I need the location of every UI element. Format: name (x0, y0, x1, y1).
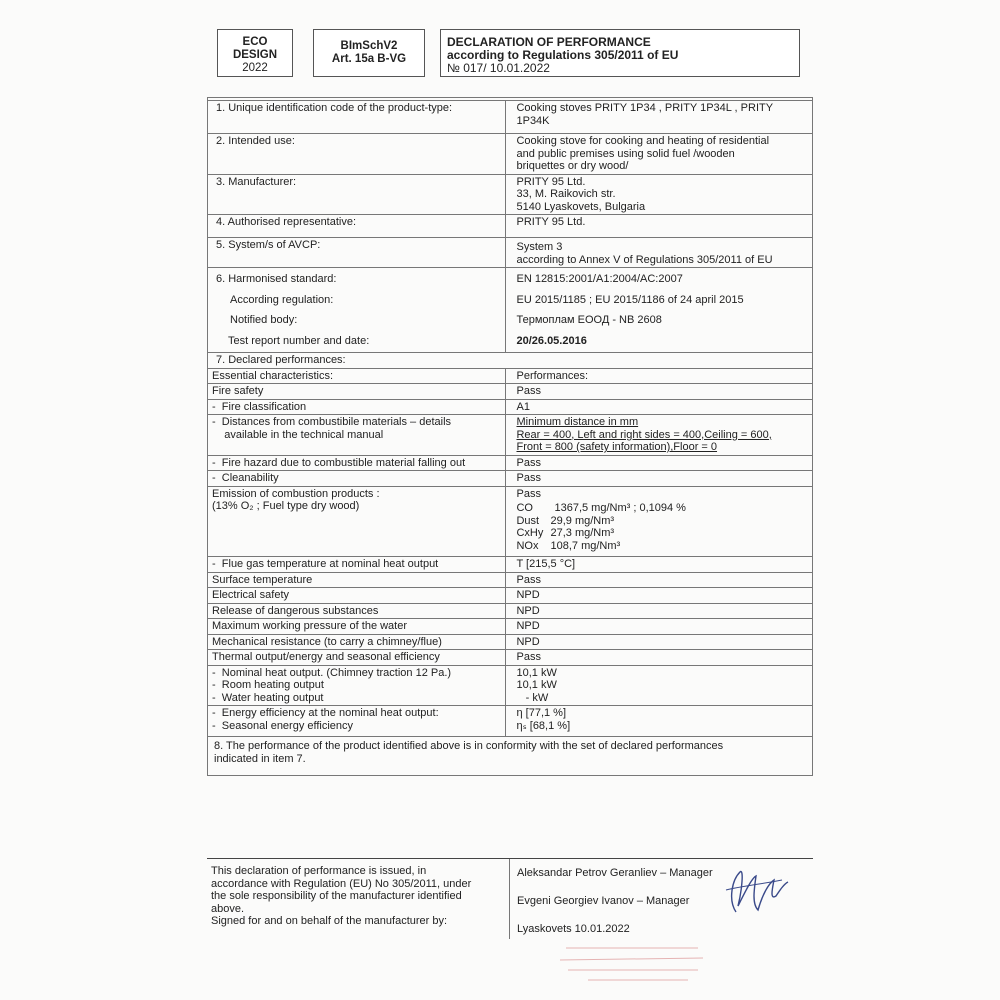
table-row (208, 268, 813, 353)
r6-label4: Test report number and date: (228, 334, 370, 347)
table-row (208, 399, 813, 415)
eco-year: 2022 (242, 62, 268, 74)
eco-design-box (217, 29, 293, 77)
r6-value2: EU 2015/1185 ; EU 2015/1186 of 24 april 2015 (516, 293, 744, 306)
surface-temp: Surface temperature (208, 572, 506, 588)
r7-label: 7. Declared performances: (208, 353, 813, 369)
table-row (208, 603, 813, 619)
cxhy-val: 27,3 mg/Nm³ (550, 527, 615, 539)
r6-label1: 6. Harmonised standard: (216, 273, 337, 285)
blm-line1: BImSchV2 (340, 40, 398, 52)
footer-divider (509, 859, 510, 939)
heat-outputs-val: 10,1 kW 10,1 kW - kW (506, 665, 813, 706)
thermal: Thermal output/energy and seasonal efficiency (208, 650, 506, 666)
r2-label: 2. Intended use: (208, 134, 506, 175)
nox-val: 108,7 mg/Nm³ (550, 539, 621, 552)
fire-hazard: - Fire hazard due to combustible material falling out (208, 455, 506, 471)
table-row (208, 557, 813, 573)
table-row (208, 634, 813, 650)
r6-label2: According regulation: (230, 293, 334, 306)
blm-line2: Art. 15a B-VG (331, 53, 407, 65)
table-row (208, 471, 813, 487)
emission-val: Pass (516, 487, 541, 500)
table-row (208, 368, 813, 384)
flue-gas-val: T [215,5 °C] (506, 557, 813, 573)
co-label: CO (516, 502, 533, 514)
table-row (208, 384, 813, 400)
emission-values (516, 502, 808, 552)
table-row (208, 101, 813, 134)
fire-safety-val: Pass (506, 384, 813, 400)
electrical: Electrical safety (208, 588, 506, 604)
table-row (208, 737, 813, 776)
r1-label: 1. Unique identification code of the product-type: (208, 101, 506, 134)
table-row (208, 174, 813, 215)
footer-statement: This declaration of performance is issued, in accordance with Regulation (EU) No 305/2011, under the sole responsibility of the manufacturer identified above. Signed for and on behalf of the manufacturer by: (211, 865, 472, 927)
declaration-title-box (440, 29, 800, 77)
fire-class: - Fire classification (208, 399, 506, 415)
mechanical-val: NPD (506, 634, 813, 650)
eco-line2: DESIGN (232, 49, 278, 61)
electrical-val: NPD (506, 588, 813, 604)
dop-title: DECLARATION OF PERFORMANCE (447, 35, 651, 49)
performances-label: Performances: (506, 368, 813, 384)
place-date: Lyaskovets 10.01.2022 (517, 923, 630, 935)
thermal-val: Pass (506, 650, 813, 666)
cxhy-label: CxHy (516, 527, 544, 539)
efficiency-val: η [77,1 %] ηₛ [68,1 %] (506, 706, 813, 737)
distances: - Distances from combustibile materials – details available in the technical manual (208, 415, 506, 456)
dust-val: 29,9 mg/Nm³ (550, 514, 615, 527)
efficiency: - Energy efficiency at the nominal heat output: - Seasonal energy efficiency (208, 706, 506, 737)
fire-hazard-val: Pass (506, 455, 813, 471)
table-row (208, 415, 813, 456)
dop-number: № 017/ 10.01.2022 (447, 61, 550, 75)
dop-subtitle: according to Regulations 305/2011 of EU (447, 48, 679, 62)
table-row (208, 353, 813, 369)
distances-val2: Rear = 400, Left and right sides = 400,Ceiling = 600, (516, 428, 772, 441)
r1-value: Cooking stoves PRITY 1P34 , PRITY 1P34L , PRITY 1P34K (506, 101, 813, 134)
fire-class-val: A1 (506, 399, 813, 415)
table-row (208, 572, 813, 588)
mechanical: Mechanical resistance (to carry a chimney/flue) (208, 634, 506, 650)
r5-label: 5. System/s of AVCP: (208, 238, 506, 268)
release-val: NPD (506, 603, 813, 619)
r6-value4: 20/26.05.2016 (516, 334, 587, 347)
surface-temp-val: Pass (506, 572, 813, 588)
table-row (208, 486, 813, 557)
dust-label: Dust (516, 514, 540, 527)
r3-label: 3. Manufacturer: (208, 174, 506, 215)
table-row (208, 238, 813, 268)
table-row (208, 665, 813, 706)
max-pressure: Maximum working pressure of the water (208, 619, 506, 635)
r6-value3: Термоплам ЕООД - NB 2608 (516, 314, 662, 326)
cleanability: - Cleanability (208, 471, 506, 487)
r3-value: PRITY 95 Ltd. 33, M. Raikovich str. 5140 Lyaskovets, Bulgaria (506, 174, 813, 215)
manager1: Aleksandar Petrov Geranliev – Manager (517, 867, 713, 879)
r5-value: System 3 according to Annex V of Regulations 305/2011 of EU (506, 238, 813, 268)
distances-val3: Front = 800 (safety information),Floor = 0 (516, 441, 718, 453)
table-row (208, 134, 813, 175)
heat-outputs: - Nominal heat output. (Chimney traction 12 Pa.) - Room heating output - Water heating output (208, 665, 506, 706)
distances-val1: Minimum distance in mm (516, 416, 639, 428)
max-pressure-val: NPD (506, 619, 813, 635)
table-row (208, 650, 813, 666)
r2-value: Cooking stove for cooking and heating of residential and public premises using solid fuel /wooden briquettes or dry wood/ (506, 134, 813, 175)
manager2: Evgeni Georgiev Ivanov – Manager (517, 895, 690, 907)
fire-safety: Fire safety (208, 384, 506, 400)
eco-line1: ECO (242, 36, 268, 48)
table-row (208, 588, 813, 604)
co-val: 1367,5 mg/Nm³ ; 0,1094 % (554, 502, 686, 514)
essential-label: Essential characteristics: (208, 368, 506, 384)
table-row (208, 215, 813, 238)
flue-gas: - Flue gas temperature at nominal heat output (208, 557, 506, 573)
faded-stamp (548, 936, 708, 984)
r6-value1: EN 12815:2001/A1:2004/AC:2007 (516, 273, 683, 285)
declaration-table (207, 97, 813, 776)
release: Release of dangerous substances (208, 603, 506, 619)
r6-label3: Notified body: (230, 314, 298, 326)
cleanability-val: Pass (506, 471, 813, 487)
table-row (208, 706, 813, 737)
table-row (208, 619, 813, 635)
r4-value: PRITY 95 Ltd. (506, 215, 813, 238)
table-row (208, 455, 813, 471)
emission: Emission of combustion products : (13% O₂ ; Fuel type dry wood) (208, 486, 506, 557)
item8: 8. The performance of the product identified above is in conformity with the set of declared performances indicated in item 7. (208, 737, 813, 776)
r4-label: 4. Authorised representative: (208, 215, 506, 238)
nox-label: NOx (516, 539, 539, 552)
bimschv-box (313, 29, 425, 77)
handwritten-signature (722, 860, 792, 924)
